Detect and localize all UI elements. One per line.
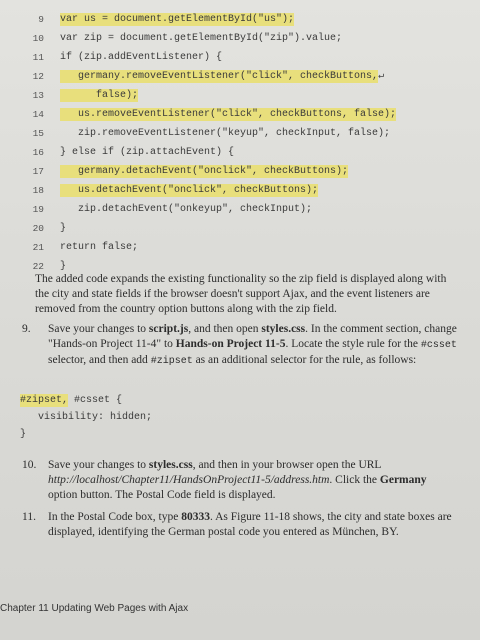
css-code-block: #zipset, #csset { visibility: hidden; }: [20, 395, 153, 440]
code-line: [0, 48, 480, 67]
code-text: } else if (zip.attachEvent) {: [60, 147, 235, 158]
code-line: [0, 181, 480, 200]
code-text: germany.removeEventListener("click", checkButtons,↵: [60, 71, 385, 82]
line-number: 11: [32, 52, 44, 63]
code-text: us.removeEventListener("click", checkButtons, false);: [60, 109, 397, 120]
line-number: 16: [32, 147, 44, 158]
code-line: [0, 105, 480, 124]
code-text: zip.detachEvent("onkeyup", checkInput);: [60, 204, 313, 215]
styles-css-filename: styles.css: [261, 323, 306, 335]
css-selector-highlight: #zipset,: [20, 395, 69, 406]
code-text: var us = document.getElementById("us");: [60, 14, 295, 25]
step-11-number: 11.: [22, 511, 36, 523]
line-number: 15: [32, 128, 44, 139]
step-10: 10. Save your changes to styles.css, and then in your browser open the URL http://localhost/Chapter11/HandsOnProject11-5/address.htm. Click the Germany option button. The Postal Code field is displayed.: [22, 459, 427, 501]
line-number: 9: [38, 14, 44, 25]
code-text: if (zip.addEventListener) {: [60, 52, 223, 63]
zipset-selector: #zipset: [150, 356, 193, 367]
line-number: 20: [32, 223, 44, 234]
csset-selector: #csset: [420, 340, 457, 351]
page-footer: Chapter 11 Updating Web Pages with Ajax: [0, 603, 189, 614]
code-text: germany.detachEvent("onclick", checkButtons);: [60, 166, 349, 177]
css-declaration: visibility: hidden;: [20, 412, 153, 423]
step-9-number: 9.: [22, 323, 31, 335]
code-line: [0, 67, 480, 86]
project-name: Hands-on Project 11-5: [175, 338, 286, 350]
code-text: }: [60, 223, 67, 234]
code-text: return false;: [60, 242, 139, 253]
code-text: var zip = document.getElementById("zip").value;: [60, 33, 343, 44]
step-9: 9. Save your changes to script.js, and then open styles.css. In the comment section, change "Hands-on Project 11-4" to Hands-on Project 11-5. Locate the style rule for the #csset selector, and then add #zipset as an additional selector for the rule, as follows:: [22, 323, 457, 367]
code-line: [0, 143, 480, 162]
line-number: 10: [32, 33, 44, 44]
code-line: [0, 10, 480, 29]
code-line: [0, 200, 480, 219]
script-js-filename: script.js: [148, 323, 189, 335]
line-number: 13: [32, 90, 44, 101]
step-10-number: 10.: [22, 459, 37, 471]
postal-code-value: 80333: [181, 511, 210, 523]
line-number: 21: [32, 242, 44, 253]
code-text: }: [60, 261, 67, 272]
code-line: [0, 86, 480, 105]
step-11: 11. In the Postal Code box, type 80333. As Figure 11-18 shows, the city and state boxes are displayed, identifying the German postal code you entered as München, BY.: [22, 511, 452, 538]
code-line: [0, 219, 480, 238]
code-line: [0, 238, 480, 257]
intro-paragraph: The added code expands the existing functionality so the zip field is displayed along with the city and state fields if the browser doesn't support Ajax, and the event listeners are removed from the country option buttons along with the zip field.: [35, 273, 447, 315]
code-line: [0, 162, 480, 181]
line-number: 14: [32, 109, 44, 120]
localhost-url: http://localhost/Chapter11/HandsOnProject11-5/address.htm: [48, 474, 330, 486]
line-number: 12: [32, 71, 44, 82]
line-number: 19: [32, 204, 44, 215]
styles-css-filename-2: styles.css: [148, 459, 193, 471]
code-text: zip.removeEventListener("keyup", checkInput, false);: [60, 128, 391, 139]
line-number: 22: [32, 261, 44, 272]
line-number: 18: [32, 185, 44, 196]
code-text: false);: [60, 90, 139, 101]
line-number: 17: [32, 166, 44, 177]
code-listing: [0, 10, 480, 276]
code-text: us.detachEvent("onclick", checkButtons);: [60, 185, 319, 196]
code-line: [0, 29, 480, 48]
code-line: [0, 124, 480, 143]
germany-label: Germany: [379, 474, 427, 486]
line-wrap-icon: ↵: [378, 71, 385, 82]
